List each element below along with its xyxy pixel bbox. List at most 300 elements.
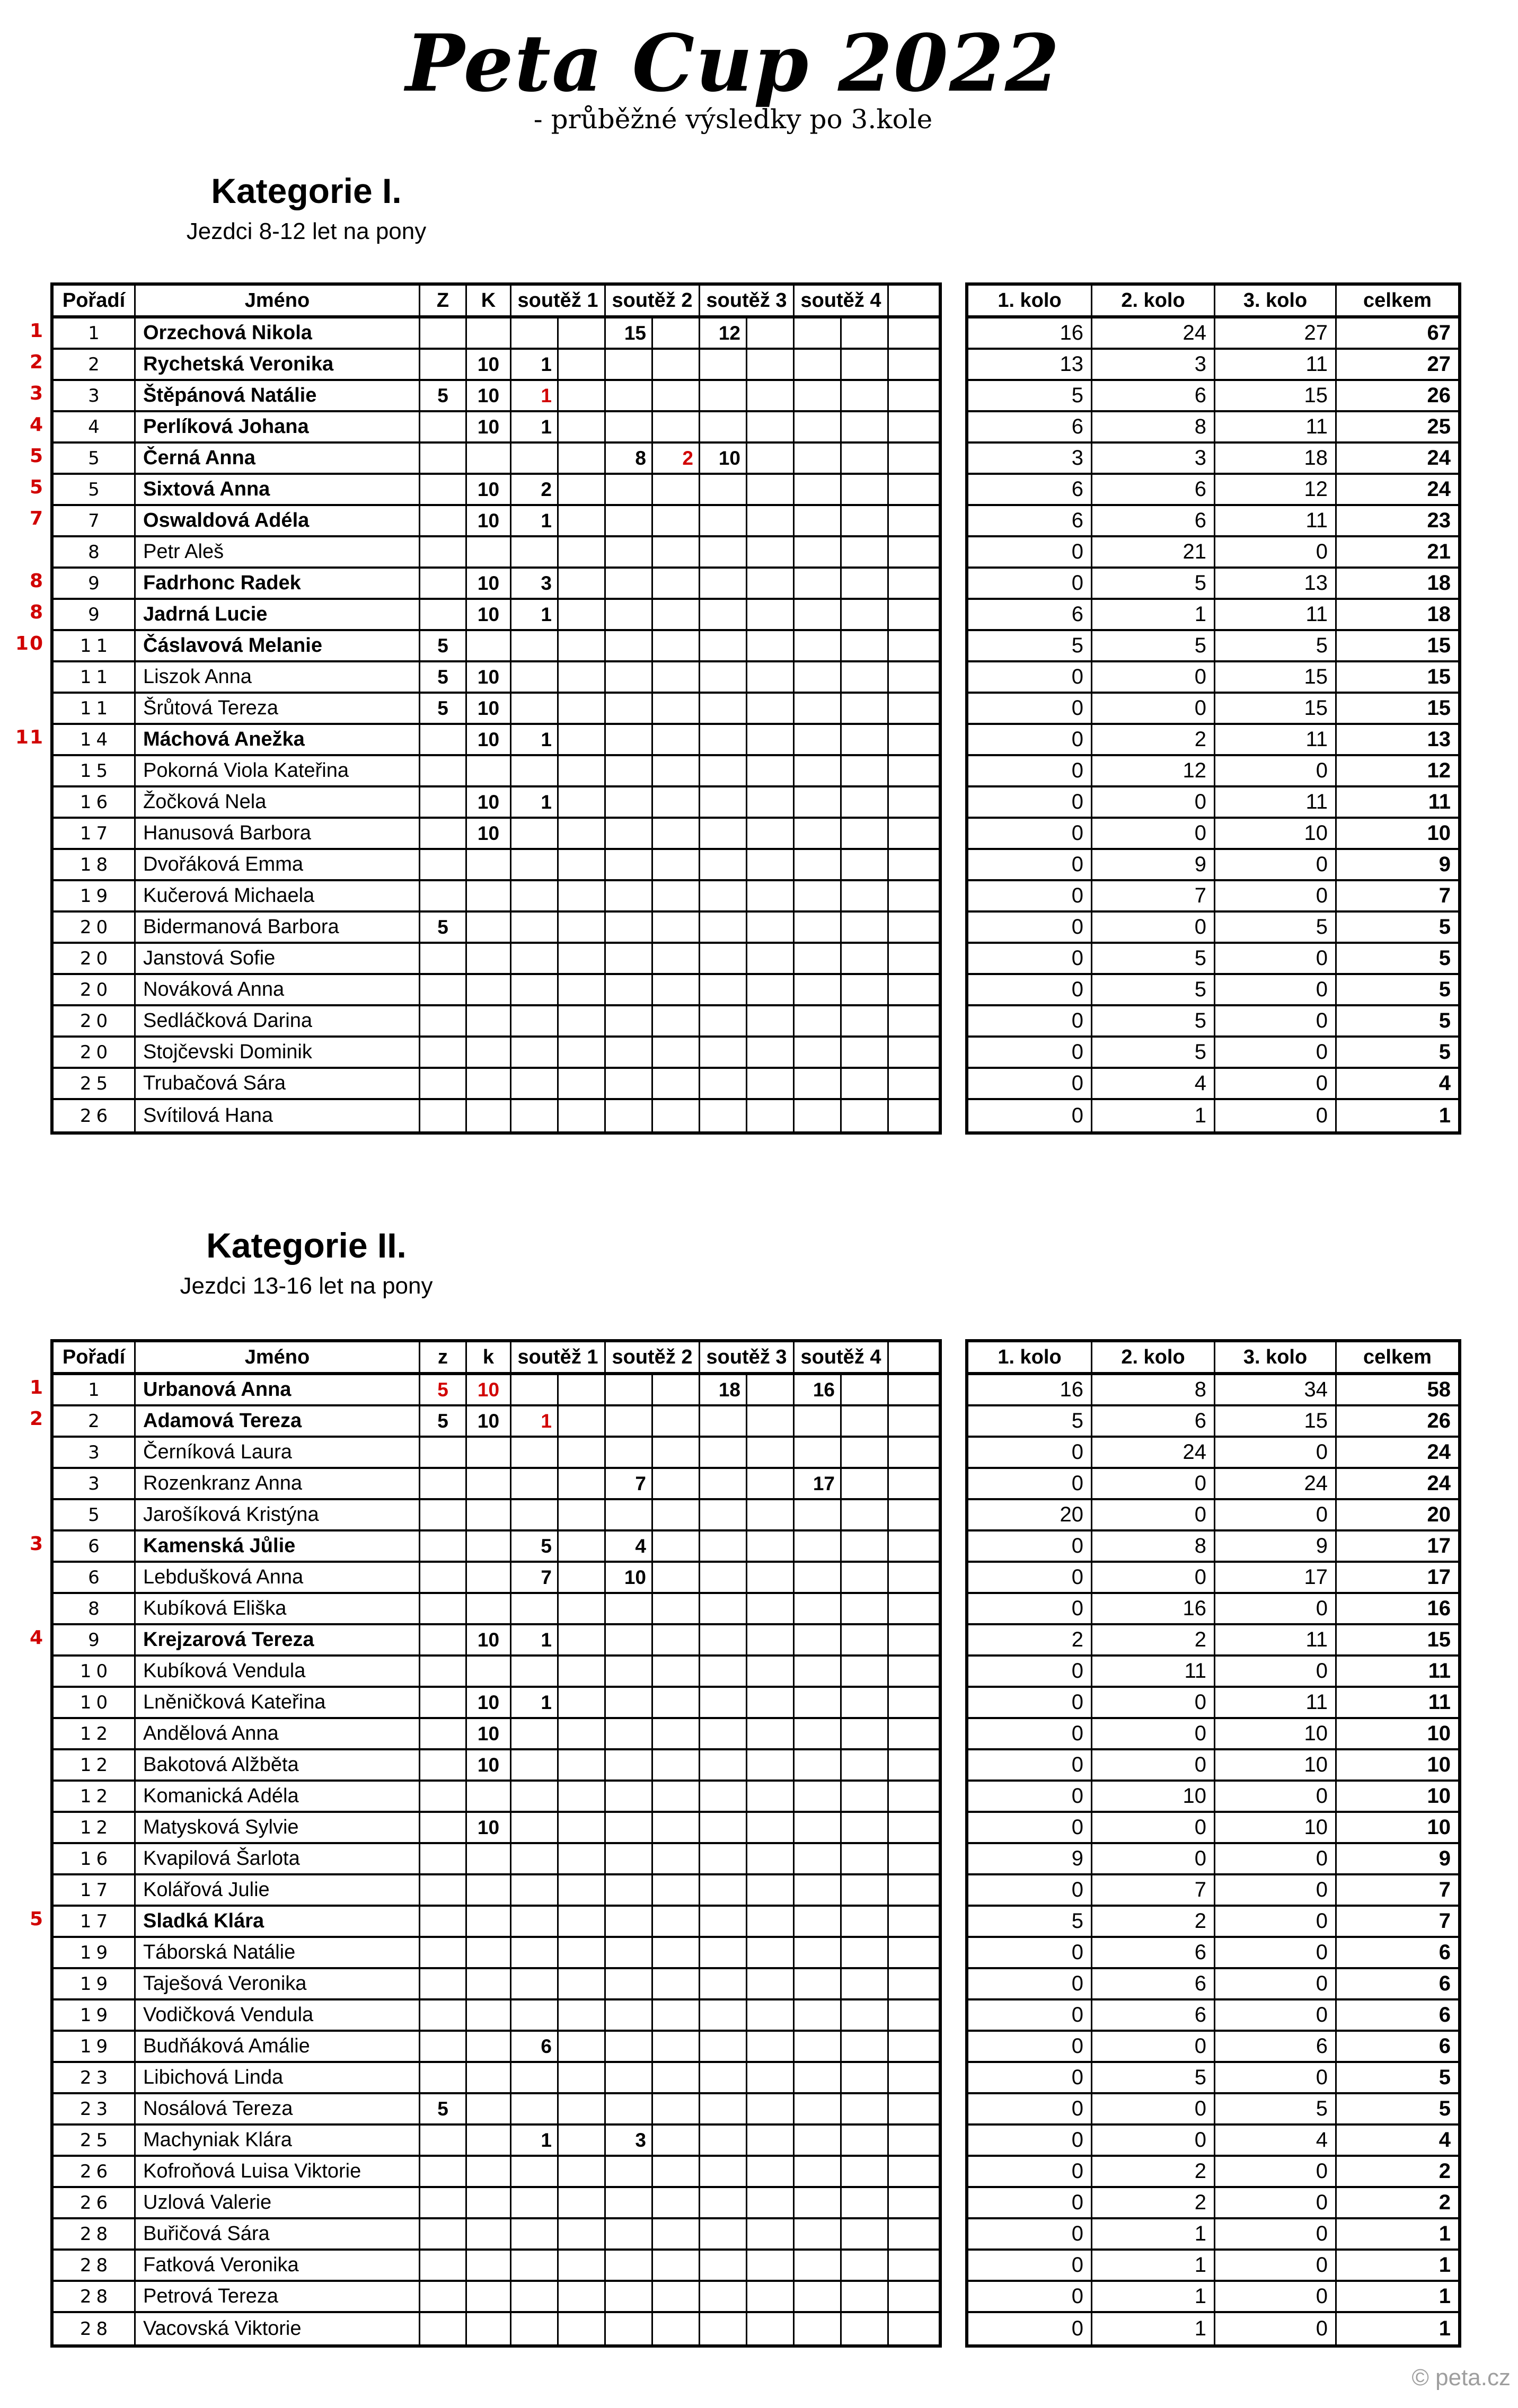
z-points-cell <box>420 1469 467 1498</box>
rank-cell: 19 <box>54 2000 136 2030</box>
soutez-cell <box>747 725 795 754</box>
kolo-3-cell: 11 <box>1215 506 1337 535</box>
kolo-1-cell: 0 <box>968 1782 1092 1811</box>
name-cell: Sixtová Anna <box>136 475 420 504</box>
table-row <box>54 600 939 631</box>
rounds-row <box>968 1969 1458 2000</box>
soutez-cell <box>842 1469 889 1498</box>
name-cell: Nosálová Tereza <box>136 2094 420 2123</box>
kolo-3-cell: 0 <box>1215 756 1337 785</box>
name-cell: Vodičková Vendula <box>136 2000 420 2030</box>
name-cell: Liszok Anna <box>136 662 420 692</box>
z-points-cell <box>420 1563 467 1592</box>
kolo-2-cell: 0 <box>1092 913 1215 942</box>
soutez-cell <box>795 1719 842 1748</box>
rank-cell: 17 <box>54 1907 136 1936</box>
soutez-cell: 1 <box>511 2126 559 2155</box>
kolo-2-cell: 0 <box>1092 2126 1215 2155</box>
soutez-cell <box>842 1594 889 1623</box>
z-points-cell <box>420 2032 467 2061</box>
soutez-cell <box>511 1100 559 1131</box>
spacer-cell <box>889 2282 939 2311</box>
k-points-cell <box>467 1469 511 1498</box>
rank-cell: 19 <box>54 1938 136 1967</box>
k-points-cell <box>467 2282 511 2311</box>
soutez-cell <box>747 1907 795 1936</box>
soutez-cell <box>842 787 889 817</box>
soutez-cell <box>653 881 700 910</box>
z-points-cell <box>420 2313 467 2344</box>
kolo-3-cell: 17 <box>1215 1563 1337 1592</box>
rank-cell: 26 <box>54 2157 136 2186</box>
celkem-cell: 11 <box>1428 1659 1451 1683</box>
column-header-soutez-1: soutěž 1 <box>511 1342 606 1372</box>
k-points-cell <box>467 1069 511 1098</box>
soutez-cell <box>747 1688 795 1717</box>
name-cell: Jadrná Lucie <box>136 600 420 629</box>
soutez-cell <box>653 694 700 723</box>
kolo-1-cell: 0 <box>968 1813 1092 1842</box>
soutez-cell <box>795 1069 842 1098</box>
spacer-cell <box>889 944 939 973</box>
name-cell: Jarošíková Kristýna <box>136 1500 420 1529</box>
soutez-cell <box>747 2219 795 2248</box>
kolo-3-cell: 5 <box>1215 631 1337 660</box>
kolo-1-cell: 0 <box>968 2313 1092 2344</box>
soutez-cell <box>747 569 795 598</box>
table-row <box>54 1006 939 1038</box>
soutez-cell <box>653 1719 700 1748</box>
soutez-cell <box>747 1875 795 1905</box>
soutez-cell <box>795 2313 842 2344</box>
soutez-cell: 16 <box>795 1375 842 1404</box>
kolo-1-cell: 0 <box>968 2063 1092 2092</box>
soutez-cell <box>653 2251 700 2280</box>
soutez-cell <box>606 1594 653 1623</box>
soutez-cell <box>606 913 653 942</box>
kolo-1-cell: 13 <box>968 350 1092 379</box>
soutez-cell <box>842 1069 889 1098</box>
soutez-cell <box>842 506 889 535</box>
table-row <box>54 1750 939 1782</box>
soutez-cell <box>606 1625 653 1654</box>
soutez-cell <box>653 631 700 660</box>
name-cell: Dvořáková Emma <box>136 850 420 879</box>
soutez-cell <box>653 1813 700 1842</box>
table-row <box>54 756 939 787</box>
celkem-cell: 10 <box>1427 821 1451 845</box>
kolo-2-cell: 1 <box>1092 1100 1215 1131</box>
soutez-cell <box>700 1782 747 1811</box>
column-header-kolo-1: 1. kolo <box>968 1342 1092 1372</box>
soutez-cell <box>747 944 795 973</box>
kolo-1-cell: 0 <box>968 2157 1092 2186</box>
soutez-cell <box>606 1038 653 1067</box>
soutez-cell <box>511 1907 559 1936</box>
rank-cell: 25 <box>54 2126 136 2155</box>
kolo-3-cell: 11 <box>1215 1688 1337 1717</box>
soutez-cell <box>511 2063 559 2092</box>
soutez-cell <box>653 475 700 504</box>
rounds-row <box>968 850 1458 881</box>
kolo-2-cell: 6 <box>1092 1969 1215 1998</box>
z-points-cell <box>420 1813 467 1842</box>
column-header-extra <box>889 286 939 315</box>
soutez-cell <box>747 694 795 723</box>
soutez-cell <box>559 1875 606 1905</box>
soutez-cell <box>653 600 700 629</box>
results-header-row <box>54 1342 939 1375</box>
rounds-row <box>968 787 1458 819</box>
k-points-cell <box>467 850 511 879</box>
soutez-cell <box>700 1813 747 1842</box>
soutez-cell: 10 <box>606 1563 653 1592</box>
kolo-1-cell: 6 <box>968 412 1092 441</box>
soutez-cell <box>747 2282 795 2311</box>
kolo-1-cell: 5 <box>968 381 1092 410</box>
soutez-cell <box>747 881 795 910</box>
soutez-cell <box>559 1500 606 1529</box>
rank-cell: 14 <box>54 725 136 754</box>
soutez-cell <box>511 662 559 692</box>
spacer-cell <box>889 1375 939 1404</box>
table-row <box>54 350 939 381</box>
soutez-cell <box>842 694 889 723</box>
soutez-cell <box>700 1038 747 1067</box>
name-cell: Kučerová Michaela <box>136 881 420 910</box>
table-row <box>54 725 939 756</box>
soutez-cell <box>795 2157 842 2186</box>
name-cell: Bakotová Alžběta <box>136 1750 420 1780</box>
soutez-cell <box>606 787 653 817</box>
table-row <box>54 1907 939 1938</box>
soutez-cell <box>795 2000 842 2030</box>
spacer-cell <box>889 1657 939 1686</box>
celkem-cell: 5 <box>1438 2066 1451 2089</box>
k-points-cell <box>467 1782 511 1811</box>
k-points-cell <box>467 1875 511 1905</box>
soutez-cell <box>795 381 842 410</box>
soutez-cell <box>795 1969 842 1998</box>
table-row <box>54 1719 939 1750</box>
celkem-cell: 26 <box>1427 384 1451 407</box>
soutez-cell <box>653 1069 700 1098</box>
kolo-3-cell: 27 <box>1215 318 1337 348</box>
celkem-cell: 7 <box>1438 1909 1451 1933</box>
celkem-cell: 6 <box>1438 2003 1451 2026</box>
kolo-2-cell: 0 <box>1092 1563 1215 1592</box>
soutez-cell <box>653 662 700 692</box>
soutez-cell <box>606 2094 653 2123</box>
kolo-2-cell: 8 <box>1092 1531 1215 1561</box>
soutez-cell <box>606 975 653 1004</box>
soutez-cell <box>842 1813 889 1842</box>
soutez-cell <box>653 1657 700 1686</box>
kolo-3-cell: 0 <box>1215 975 1337 1004</box>
kolo-1-cell: 0 <box>968 1531 1092 1561</box>
kolo-1-cell: 16 <box>968 318 1092 348</box>
table-row <box>54 944 939 975</box>
celkem-cell: 25 <box>1427 415 1451 438</box>
rank-cell: 25 <box>54 1069 136 1098</box>
name-cell: Adamová Tereza <box>136 1406 420 1436</box>
kolo-1-cell: 3 <box>968 444 1092 473</box>
soutez-cell <box>511 975 559 1004</box>
k-points-cell <box>467 2188 511 2217</box>
rounds-row <box>968 1875 1458 1907</box>
kolo-2-cell: 5 <box>1092 944 1215 973</box>
table-row <box>54 694 939 725</box>
k-points-cell <box>467 318 511 348</box>
kolo-3-cell: 9 <box>1215 1531 1337 1561</box>
table-row <box>54 444 939 475</box>
rank-cell: 20 <box>54 944 136 973</box>
soutez-cell <box>653 1875 700 1905</box>
spacer-cell <box>889 1938 939 1967</box>
soutez-cell <box>747 2032 795 2061</box>
name-cell: Máchová Anežka <box>136 725 420 754</box>
kolo-2-cell: 6 <box>1092 475 1215 504</box>
column-header-kolo-3: 3. kolo <box>1215 286 1337 315</box>
soutez-cell <box>842 913 889 942</box>
rank-cell: 4 <box>54 412 136 441</box>
spacer-cell <box>889 2251 939 2280</box>
soutez-cell <box>795 444 842 473</box>
soutez-cell <box>747 412 795 441</box>
soutez-cell <box>653 381 700 410</box>
table-row <box>54 881 939 913</box>
soutez-cell <box>559 600 606 629</box>
margin-rank-number: 7 <box>29 508 44 529</box>
soutez-cell: 1 <box>511 725 559 754</box>
k-points-cell <box>467 2063 511 2092</box>
z-points-cell <box>420 412 467 441</box>
z-points-cell <box>420 850 467 879</box>
rounds-row <box>968 1625 1458 1657</box>
soutez-cell <box>842 1375 889 1404</box>
k-points-cell <box>467 2219 511 2248</box>
soutez-cell <box>511 944 559 973</box>
kolo-1-cell: 0 <box>968 944 1092 973</box>
spacer-cell <box>889 1594 939 1623</box>
kolo-2-cell: 0 <box>1092 1813 1215 1842</box>
soutez-cell <box>511 2313 559 2344</box>
table-row <box>54 1469 939 1500</box>
soutez-cell <box>842 569 889 598</box>
soutez-cell <box>559 1594 606 1623</box>
kolo-3-cell: 0 <box>1215 1875 1337 1905</box>
spacer-cell <box>889 444 939 473</box>
spacer-cell <box>889 1875 939 1905</box>
table-row <box>54 412 939 444</box>
kolo-3-cell: 0 <box>1215 850 1337 879</box>
soutez-cell <box>511 819 559 848</box>
k-points-cell <box>467 1907 511 1936</box>
soutez-cell <box>606 2188 653 2217</box>
spacer-cell <box>889 725 939 754</box>
rounds-row <box>968 381 1458 412</box>
soutez-cell <box>653 2219 700 2248</box>
soutez-cell: 10 <box>700 444 747 473</box>
soutez-cell <box>559 1563 606 1592</box>
spacer-cell <box>889 1100 939 1131</box>
soutez-cell <box>700 1844 747 1873</box>
soutez-cell <box>700 506 747 535</box>
soutez-cell <box>559 381 606 410</box>
soutez-cell <box>795 412 842 441</box>
soutez-cell <box>795 1625 842 1654</box>
soutez-cell <box>842 1875 889 1905</box>
soutez-cell <box>653 2313 700 2344</box>
name-cell: Rozenkranz Anna <box>136 1469 420 1498</box>
soutez-cell <box>795 975 842 1004</box>
celkem-cell: 1 <box>1438 2285 1451 2308</box>
spacer-cell <box>889 569 939 598</box>
soutez-cell <box>511 1006 559 1035</box>
kolo-3-cell: 0 <box>1215 1100 1337 1131</box>
kolo-3-cell: 0 <box>1215 1938 1337 1967</box>
soutez-cell <box>747 631 795 660</box>
soutez-cell <box>653 1038 700 1067</box>
soutez-cell <box>559 1907 606 1936</box>
soutez-cell <box>511 2282 559 2311</box>
celkem-cell: 2 <box>1438 2191 1451 2214</box>
kolo-1-cell: 0 <box>968 1969 1092 1998</box>
k-points-cell: 10 <box>467 1688 511 1717</box>
soutez-cell <box>747 381 795 410</box>
kolo-2-cell: 16 <box>1092 1594 1215 1623</box>
soutez-cell <box>606 662 653 692</box>
rank-cell: 6 <box>54 1563 136 1592</box>
category-2-age-note: Jezdci 13-16 let na pony <box>180 1273 433 1299</box>
soutez-cell <box>700 1969 747 1998</box>
z-points-cell <box>420 787 467 817</box>
kolo-2-cell: 11 <box>1092 1657 1215 1686</box>
kolo-2-cell: 6 <box>1092 506 1215 535</box>
k-points-cell: 10 <box>467 600 511 629</box>
soutez-cell <box>747 1038 795 1067</box>
soutez-cell <box>842 2282 889 2311</box>
k-points-cell: 10 <box>467 819 511 848</box>
k-points-cell <box>467 537 511 566</box>
name-cell: Štěpánová Natálie <box>136 381 420 410</box>
soutez-cell <box>842 881 889 910</box>
kolo-2-cell: 6 <box>1092 1406 1215 1436</box>
table-row <box>54 1813 939 1844</box>
soutez-cell <box>653 506 700 535</box>
kolo-3-cell: 11 <box>1215 412 1337 441</box>
kolo-3-cell: 24 <box>1215 1469 1337 1498</box>
z-points-cell <box>420 1069 467 1098</box>
soutez-cell <box>842 2063 889 2092</box>
soutez-cell: 1 <box>511 506 559 535</box>
soutez-cell <box>559 1006 606 1035</box>
k-points-cell <box>467 1938 511 1967</box>
soutez-cell <box>606 350 653 379</box>
soutez-cell <box>842 1625 889 1654</box>
soutez-cell <box>842 1844 889 1873</box>
soutez-cell <box>653 1531 700 1561</box>
soutez-cell <box>795 569 842 598</box>
name-cell: Lebdušková Anna <box>136 1563 420 1592</box>
spacer-cell <box>889 1006 939 1035</box>
k-points-cell <box>467 1563 511 1592</box>
soutez-cell <box>559 2313 606 2344</box>
soutez-cell <box>842 975 889 1004</box>
column-header-celkem: celkem <box>1363 289 1432 312</box>
soutez-cell <box>747 1563 795 1592</box>
soutez-cell <box>700 1657 747 1686</box>
spacer-cell <box>889 2188 939 2217</box>
column-header-soutez-4: soutěž 4 <box>795 286 889 315</box>
celkem-cell: 27 <box>1427 352 1451 376</box>
rounds-row <box>968 631 1458 662</box>
name-cell: Bidermanová Barbora <box>136 913 420 942</box>
soutez-cell <box>653 1907 700 1936</box>
soutez-cell <box>842 350 889 379</box>
celkem-cell: 6 <box>1438 1972 1451 1995</box>
results-header-row <box>54 286 939 318</box>
soutez-cell <box>842 1038 889 1067</box>
soutez-cell <box>842 756 889 785</box>
soutez-cell <box>559 1038 606 1067</box>
z-points-cell <box>420 1750 467 1780</box>
soutez-cell <box>606 1100 653 1131</box>
soutez-cell <box>747 662 795 692</box>
kolo-2-cell: 5 <box>1092 569 1215 598</box>
rank-cell: 9 <box>54 1625 136 1654</box>
name-cell: Kolářová Julie <box>136 1875 420 1905</box>
celkem-cell: 24 <box>1427 446 1451 470</box>
kolo-2-cell: 6 <box>1092 2000 1215 2030</box>
rounds-row <box>968 1375 1458 1406</box>
soutez-cell <box>606 756 653 785</box>
kolo-2-cell: 0 <box>1092 787 1215 817</box>
rounds-row <box>968 350 1458 381</box>
table-row <box>54 2157 939 2188</box>
soutez-cell: 18 <box>700 1375 747 1404</box>
k-points-cell: 10 <box>467 725 511 754</box>
soutez-cell <box>511 2157 559 2186</box>
celkem-cell: 10 <box>1427 1784 1451 1808</box>
name-cell: Andělová Anna <box>136 1719 420 1748</box>
k-points-cell <box>467 756 511 785</box>
soutez-cell <box>795 318 842 348</box>
kolo-3-cell: 0 <box>1215 944 1337 973</box>
soutez-cell <box>700 569 747 598</box>
name-cell: Nováková Anna <box>136 975 420 1004</box>
column-header-extra <box>889 1342 939 1372</box>
celkem-cell: 5 <box>1438 2097 1451 2120</box>
name-cell: Kvapilová Šarlota <box>136 1844 420 1873</box>
kolo-3-cell: 12 <box>1215 475 1337 504</box>
soutez-cell <box>700 1100 747 1131</box>
soutez-cell <box>606 694 653 723</box>
soutez-cell <box>653 1782 700 1811</box>
soutez-cell <box>653 1625 700 1654</box>
kolo-2-cell: 1 <box>1092 2219 1215 2248</box>
table-row <box>54 506 939 537</box>
kolo-2-cell: 0 <box>1092 1844 1215 1873</box>
celkem-cell: 1 <box>1438 2253 1451 2277</box>
kolo-3-cell: 0 <box>1215 2063 1337 2092</box>
soutez-cell <box>559 975 606 1004</box>
soutez-cell <box>700 725 747 754</box>
name-cell: Orzechová Nikola <box>136 318 420 348</box>
soutez-cell <box>511 631 559 660</box>
name-cell: Buřičová Sára <box>136 2219 420 2248</box>
soutez-cell: 1 <box>511 381 559 410</box>
